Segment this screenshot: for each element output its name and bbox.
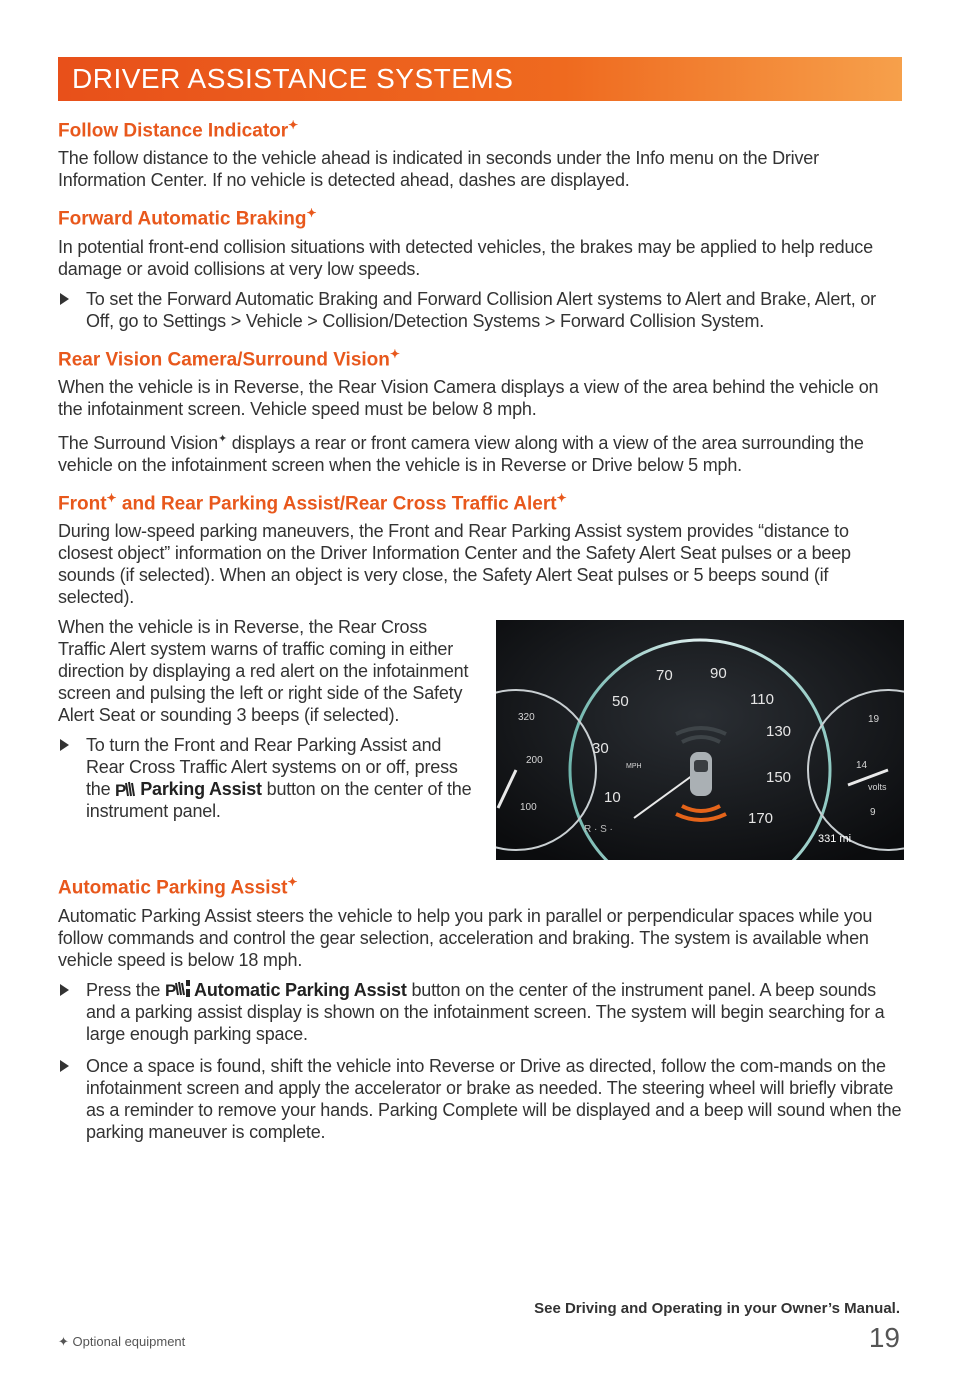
optional-mark: ✦ xyxy=(288,118,299,132)
automatic-parking-button-label: Automatic Parking Assist xyxy=(194,979,407,1000)
optional-mark: ✦ xyxy=(556,490,567,505)
parking-assist-icon xyxy=(115,780,137,798)
automatic-parking-body: Automatic Parking Assist steers the vehicle to help you park in parallel or perpendicular spaces while you follow commands and control the gear selection, acceleration and braking. The system is available when vehicle speed is below 18 mph. xyxy=(58,905,873,970)
forward-braking-section xyxy=(58,201,904,331)
parking-assist-button-label: Parking Assist xyxy=(140,779,262,800)
speed-label: 130 xyxy=(766,723,792,741)
automatic-parking-assist-icon xyxy=(165,979,191,999)
optional-mark: ✦ xyxy=(106,490,117,505)
bullet-arrow-icon xyxy=(60,984,69,996)
optional-mark: ✦ xyxy=(217,432,227,445)
parking-assist-body-1: During low-speed parking maneuvers, the Front and Rear Parking Assist system provides “distance to closest object” information on the Driver Information Center and the Safety Alert Seat pulses or a beep sounds (if selected). When an object is very close, the Safety Alert Seat pulses or 5 beeps sound (if selected). xyxy=(58,521,851,608)
optional-mark: ✦ xyxy=(58,1334,69,1349)
volt-label: 9 xyxy=(870,807,876,819)
automatic-parking-bullet-1: Press the P Automatic Parking Assist button on the center of the instrument panel. A beep sounds and a parking assist display is shown on the infotainment screen. The system will begin searching for a large enough parking space. xyxy=(58,979,904,1045)
see-manual-note: See Driving and Operating in your Owner’s Manual. xyxy=(534,1300,900,1317)
rear-vision-body-2: The Surround Vision✦ displays a rear or front camera view along with a view of the area surrounding the vehicle on the infotainment screen when the vehicle is in Reverse or Drive below 5 mph. xyxy=(58,432,864,475)
parking-assist-heading: Front✦ and Rear Parking Assist/Rear Cross Traffic Alert✦ xyxy=(58,490,567,515)
speed-label: 90 xyxy=(710,665,727,683)
section-banner xyxy=(58,57,902,101)
parking-assist-bullet: To turn the Front and Rear Parking Assist and Rear Cross Traffic Alert systems on or off, press the P Parking Assist button on the center of the instrument panel. xyxy=(58,734,478,822)
speed-label: 30 xyxy=(592,740,609,758)
range-readout: 331 mi xyxy=(818,833,852,846)
unit-label: MPH xyxy=(626,763,642,771)
volt-label: 14 xyxy=(856,760,868,772)
gear-indicator: R · S · xyxy=(584,824,613,836)
svg-text:P: P xyxy=(115,781,127,799)
rear-vision-section xyxy=(58,342,904,476)
forward-braking-body: In potential front-end collision situations with detected vehicles, the brakes may be applied to help reduce damage or avoid collisions at very low speeds. xyxy=(58,236,873,279)
speed-label: 110 xyxy=(750,691,774,709)
footnote: ✦ Optional equipment xyxy=(58,1334,186,1349)
page-number: 19 xyxy=(868,1322,900,1353)
section-title: DRIVER ASSISTANCE SYSTEMS xyxy=(72,63,514,94)
follow-distance-section xyxy=(58,113,904,191)
temp-label: 200 xyxy=(526,755,543,767)
parking-assist-section xyxy=(58,486,904,860)
volts-label: volts xyxy=(868,782,887,793)
parking-assist-body-2: When the vehicle is in Reverse, the Rear Cross Traffic Alert system warns of traffic coming in either direction by displaying a red alert on the infotainment screen and pulsing the left or right side of the Safety Alert Seat or sounding 3 beeps (if selected). xyxy=(58,617,469,726)
svg-text:P: P xyxy=(165,980,177,999)
speed-label: 50 xyxy=(612,693,629,711)
bullet-arrow-icon xyxy=(60,739,69,751)
speed-label: 150 xyxy=(766,769,792,787)
temp-label: 100 xyxy=(520,802,537,814)
rear-vision-heading: Rear Vision Camera/Surround Vision✦ xyxy=(58,346,400,370)
optional-mark: ✦ xyxy=(287,875,298,890)
bullet-arrow-icon xyxy=(60,1060,69,1072)
automatic-parking-heading: Automatic Parking Assist✦ xyxy=(58,875,298,899)
optional-mark: ✦ xyxy=(389,346,400,361)
temp-label: 320 xyxy=(518,712,535,724)
forward-braking-heading: Forward Automatic Braking✦ xyxy=(58,206,317,230)
speed-label: 70 xyxy=(656,667,673,685)
forward-braking-bullet: To set the Forward Automatic Braking and Forward Collision Alert systems to Alert and Brake, Alert, or Off, go to Settings > Vehicle > Collision/Detection Systems > Forward Collision System. xyxy=(58,288,904,332)
instrument-cluster-image xyxy=(496,620,904,860)
volt-label: 19 xyxy=(868,714,880,726)
follow-distance-heading: Follow Distance Indicator✦ xyxy=(58,118,299,142)
page-content xyxy=(58,113,904,1153)
rear-vision-body-1: When the vehicle is in Reverse, the Rear Vision Camera displays a view of the area behind the vehicle on the infotainment screen. Vehicle speed must be below 8 mph. xyxy=(58,376,879,419)
automatic-parking-bullet-2: Once a space is found, shift the vehicle into Reverse or Drive as directed, follow the com-mands on the infotainment screen and apply the accelerator or brake as needed. The steering wheel will briefly vibrate as a reminder to remove your hands. Parking Complete will be displayed and a beep will sound when the parking maneuver is complete. xyxy=(58,1055,904,1143)
optional-mark: ✦ xyxy=(306,206,317,221)
follow-distance-body: The follow distance to the vehicle ahead is indicated in seconds under the Info menu on the Driver Information Center. If no vehicle is detected ahead, dashes are displayed. xyxy=(58,148,819,191)
speed-label: 10 xyxy=(604,789,621,807)
speed-label: 170 xyxy=(748,810,774,828)
automatic-parking-section xyxy=(58,870,904,1142)
bullet-arrow-icon xyxy=(60,293,69,305)
